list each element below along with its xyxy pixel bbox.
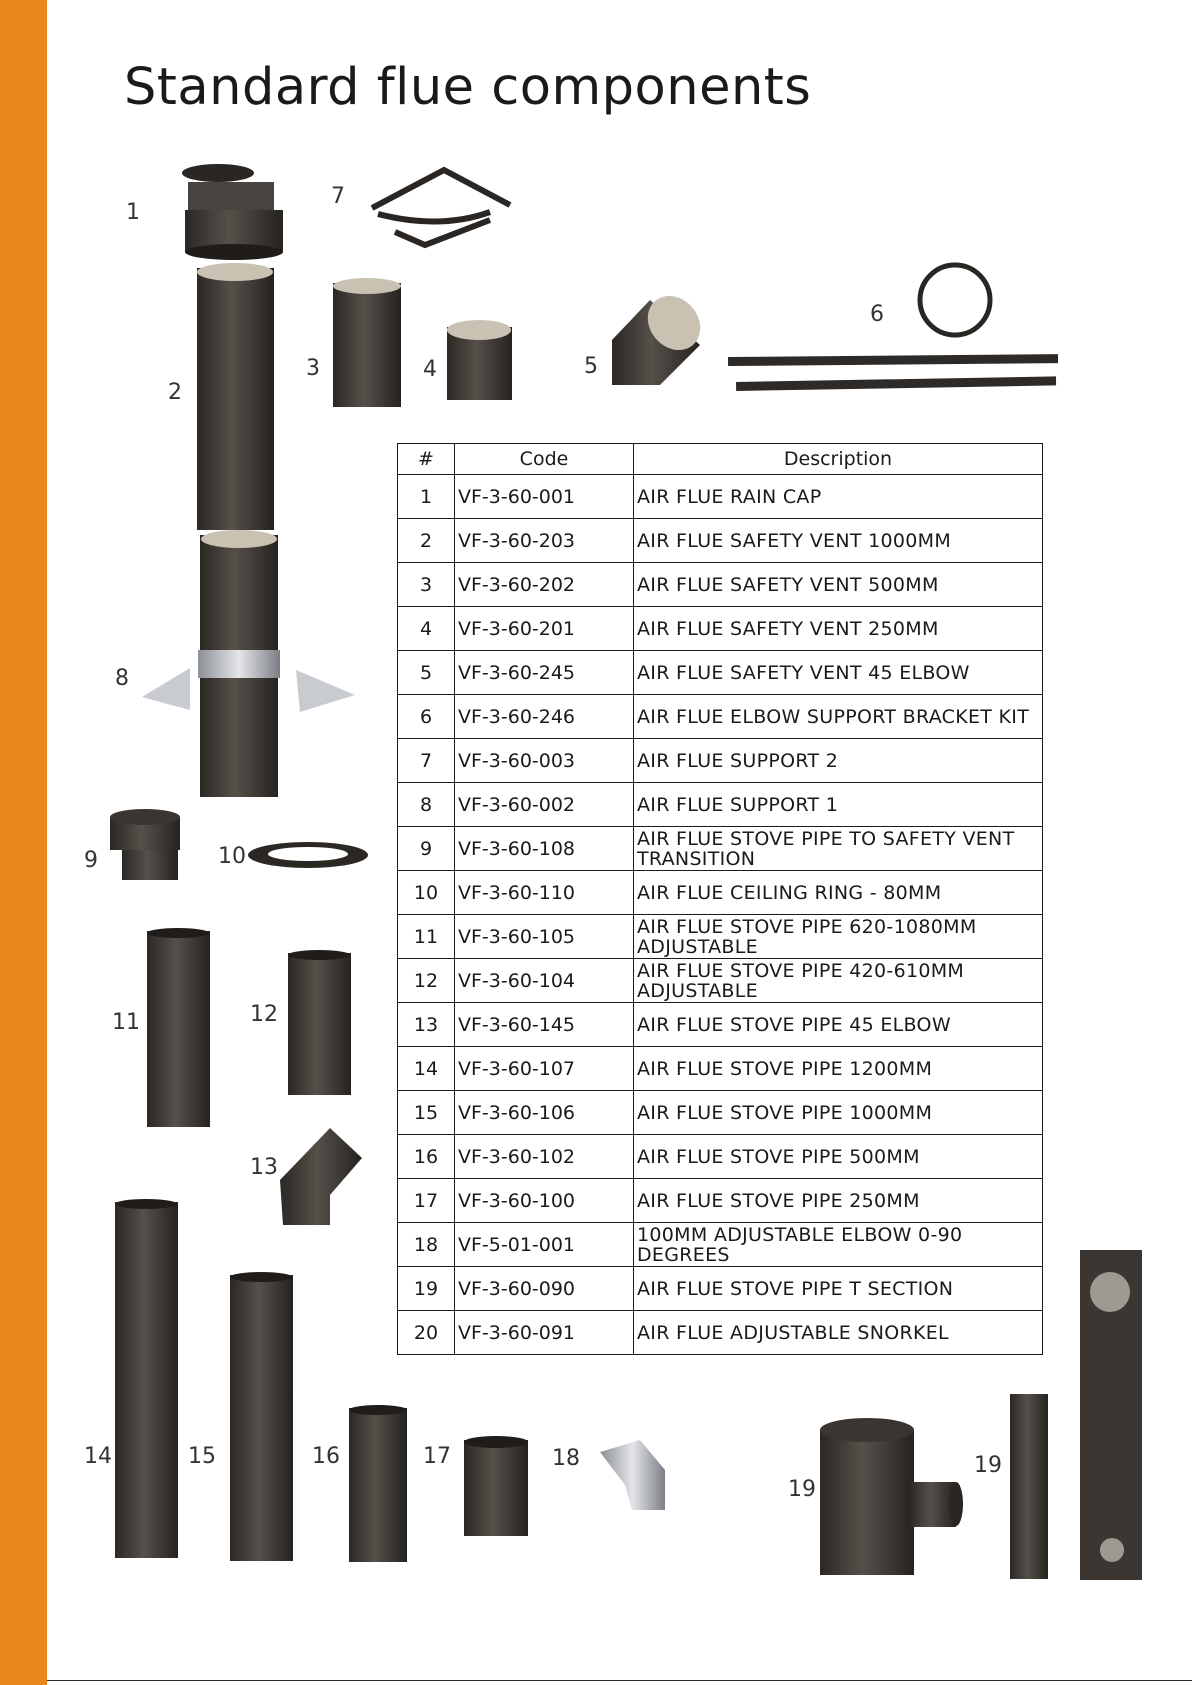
row-code: VF-3-60-106: [455, 1091, 634, 1135]
figure-label-18: 18: [552, 1446, 580, 1471]
row-description: 100MM ADJUSTABLE ELBOW 0-90 DEGREES: [634, 1223, 1043, 1267]
row-code: VF-3-60-201: [455, 607, 634, 651]
row-code: VF-3-60-145: [455, 1003, 634, 1047]
figure-label-10: 10: [218, 844, 246, 869]
figure-label-5: 5: [584, 354, 598, 379]
row-code: VF-3-60-107: [455, 1047, 634, 1091]
row-description: AIR FLUE SAFETY VENT 1000MM: [634, 519, 1043, 563]
row-number: 6: [398, 695, 455, 739]
row-description: AIR FLUE STOVE PIPE 420-610MM ADJUSTABLE: [634, 959, 1043, 1003]
table-row: [398, 695, 1043, 739]
row-description: AIR FLUE CEILING RING - 80MM: [634, 871, 1043, 915]
row-code: VF-3-60-102: [455, 1135, 634, 1179]
figure-label-6: 6: [870, 302, 884, 327]
row-description: AIR FLUE STOVE PIPE 1000MM: [634, 1091, 1043, 1135]
table-row: [398, 783, 1043, 827]
row-number: 5: [398, 651, 455, 695]
header-num: #: [398, 444, 455, 475]
row-code: VF-3-60-091: [455, 1311, 634, 1355]
figure-label-14: 14: [84, 1444, 112, 1469]
row-code: VF-3-60-002: [455, 783, 634, 827]
table-row: [398, 739, 1043, 783]
row-code: VF-3-60-104: [455, 959, 634, 1003]
row-number: 8: [398, 783, 455, 827]
table-row: [398, 1047, 1043, 1091]
figure-label-8: 8: [115, 666, 129, 691]
row-number: 15: [398, 1091, 455, 1135]
row-number: 11: [398, 915, 455, 959]
row-code: VF-3-60-203: [455, 519, 634, 563]
table-row: [398, 651, 1043, 695]
row-code: VF-3-60-202: [455, 563, 634, 607]
safety-vent-1000-image: [197, 263, 278, 797]
figure-label-1: 1: [126, 200, 140, 225]
table-row: [398, 1135, 1043, 1179]
table-row: [398, 1003, 1043, 1047]
figure-label-3: 3: [306, 356, 320, 381]
table-row: [398, 1311, 1043, 1355]
table-row: [398, 959, 1043, 1003]
table-row: [398, 1179, 1043, 1223]
transition-image: [110, 809, 180, 880]
row-code: VF-3-60-110: [455, 871, 634, 915]
table-row: [398, 1267, 1043, 1311]
figure-label-2: 2: [168, 380, 182, 405]
stove-pipe-elbow-image: [280, 1128, 362, 1225]
row-number: 9: [398, 827, 455, 871]
rain-cap-image: [182, 164, 283, 260]
row-number: 20: [398, 1311, 455, 1355]
stove-pipe-500-image: [349, 1405, 407, 1562]
row-description: AIR FLUE STOVE PIPE TO SAFETY VENT TRANSITION: [634, 827, 1043, 871]
table-header-row: [398, 444, 1043, 475]
row-number: 18: [398, 1223, 455, 1267]
row-description: AIR FLUE SUPPORT 2: [634, 739, 1043, 783]
safety-vent-elbow-image: [612, 285, 711, 385]
parts-table: [397, 443, 1043, 1355]
row-number: 14: [398, 1047, 455, 1091]
row-code: VF-3-60-105: [455, 915, 634, 959]
row-description: AIR FLUE STOVE PIPE 45 ELBOW: [634, 1003, 1043, 1047]
figure-label-15: 15: [188, 1444, 216, 1469]
header-code: Code: [455, 444, 634, 475]
stove-pipe-1000-image: [230, 1272, 293, 1561]
table-row: [398, 871, 1043, 915]
row-description: AIR FLUE SUPPORT 1: [634, 783, 1043, 827]
figure-label-17: 17: [423, 1444, 451, 1469]
row-number: 17: [398, 1179, 455, 1223]
figure-label-19-snorkel: 19: [974, 1453, 1002, 1478]
stove-pipe-1200-image: [115, 1199, 178, 1558]
row-code: VF-3-60-245: [455, 651, 634, 695]
row-number: 19: [398, 1267, 455, 1311]
row-number: 7: [398, 739, 455, 783]
t-section-image: [820, 1418, 963, 1575]
row-description: AIR FLUE SAFETY VENT 500MM: [634, 563, 1043, 607]
row-number: 1: [398, 475, 455, 519]
safety-vent-500-image: [333, 278, 401, 407]
elbow-support-bracket-image: [728, 265, 1058, 391]
figure-label-19-t-section: 19: [788, 1477, 816, 1502]
row-description: AIR FLUE SAFETY VENT 250MM: [634, 607, 1043, 651]
figure-label-4: 4: [423, 357, 437, 382]
adjustable-elbow-image: [600, 1440, 665, 1510]
row-number: 10: [398, 871, 455, 915]
table-row: [398, 915, 1043, 959]
row-number: 3: [398, 563, 455, 607]
row-description: AIR FLUE STOVE PIPE 620-1080MM ADJUSTABLE: [634, 915, 1043, 959]
support-2-image: [372, 170, 510, 245]
row-code: VF-3-60-001: [455, 475, 634, 519]
figure-label-12: 12: [250, 1002, 278, 1027]
table-row: [398, 607, 1043, 651]
stove-pipe-adjustable-420-image: [288, 950, 351, 1095]
table-row: [398, 1091, 1043, 1135]
figure-label-13: 13: [250, 1155, 278, 1180]
row-code: VF-5-01-001: [455, 1223, 634, 1267]
row-number: 12: [398, 959, 455, 1003]
table-row: [398, 1223, 1043, 1267]
row-description: AIR FLUE STOVE PIPE 500MM: [634, 1135, 1043, 1179]
row-description: AIR FLUE STOVE PIPE 250MM: [634, 1179, 1043, 1223]
table-row: [398, 475, 1043, 519]
row-code: VF-3-60-100: [455, 1179, 634, 1223]
page-title: Standard flue components: [124, 58, 812, 117]
stove-pipe-250-image: [464, 1436, 528, 1536]
row-code: VF-3-60-246: [455, 695, 634, 739]
row-description: AIR FLUE RAIN CAP: [634, 475, 1043, 519]
row-description: AIR FLUE ADJUSTABLE SNORKEL: [634, 1311, 1043, 1355]
row-number: 4: [398, 607, 455, 651]
row-description: AIR FLUE STOVE PIPE T SECTION: [634, 1267, 1043, 1311]
table-row: [398, 563, 1043, 607]
row-number: 13: [398, 1003, 455, 1047]
table-row: [398, 827, 1043, 871]
figure-label-16: 16: [312, 1444, 340, 1469]
header-description: Description: [634, 444, 1043, 475]
row-description: AIR FLUE SAFETY VENT 45 ELBOW: [634, 651, 1043, 695]
row-code: VF-3-60-108: [455, 827, 634, 871]
figure-label-9: 9: [84, 848, 98, 873]
safety-vent-250-image: [447, 320, 512, 400]
ceiling-ring-image: [248, 842, 368, 868]
row-code: VF-3-60-003: [455, 739, 634, 783]
row-code: VF-3-60-090: [455, 1267, 634, 1311]
figure-label-7: 7: [331, 184, 345, 209]
row-description: AIR FLUE STOVE PIPE 1200MM: [634, 1047, 1043, 1091]
row-number: 2: [398, 519, 455, 563]
row-description: AIR FLUE ELBOW SUPPORT BRACKET KIT: [634, 695, 1043, 739]
figure-label-11: 11: [112, 1010, 140, 1035]
table-row: [398, 519, 1043, 563]
row-number: 16: [398, 1135, 455, 1179]
stove-pipe-adjustable-620-image: [147, 928, 210, 1127]
